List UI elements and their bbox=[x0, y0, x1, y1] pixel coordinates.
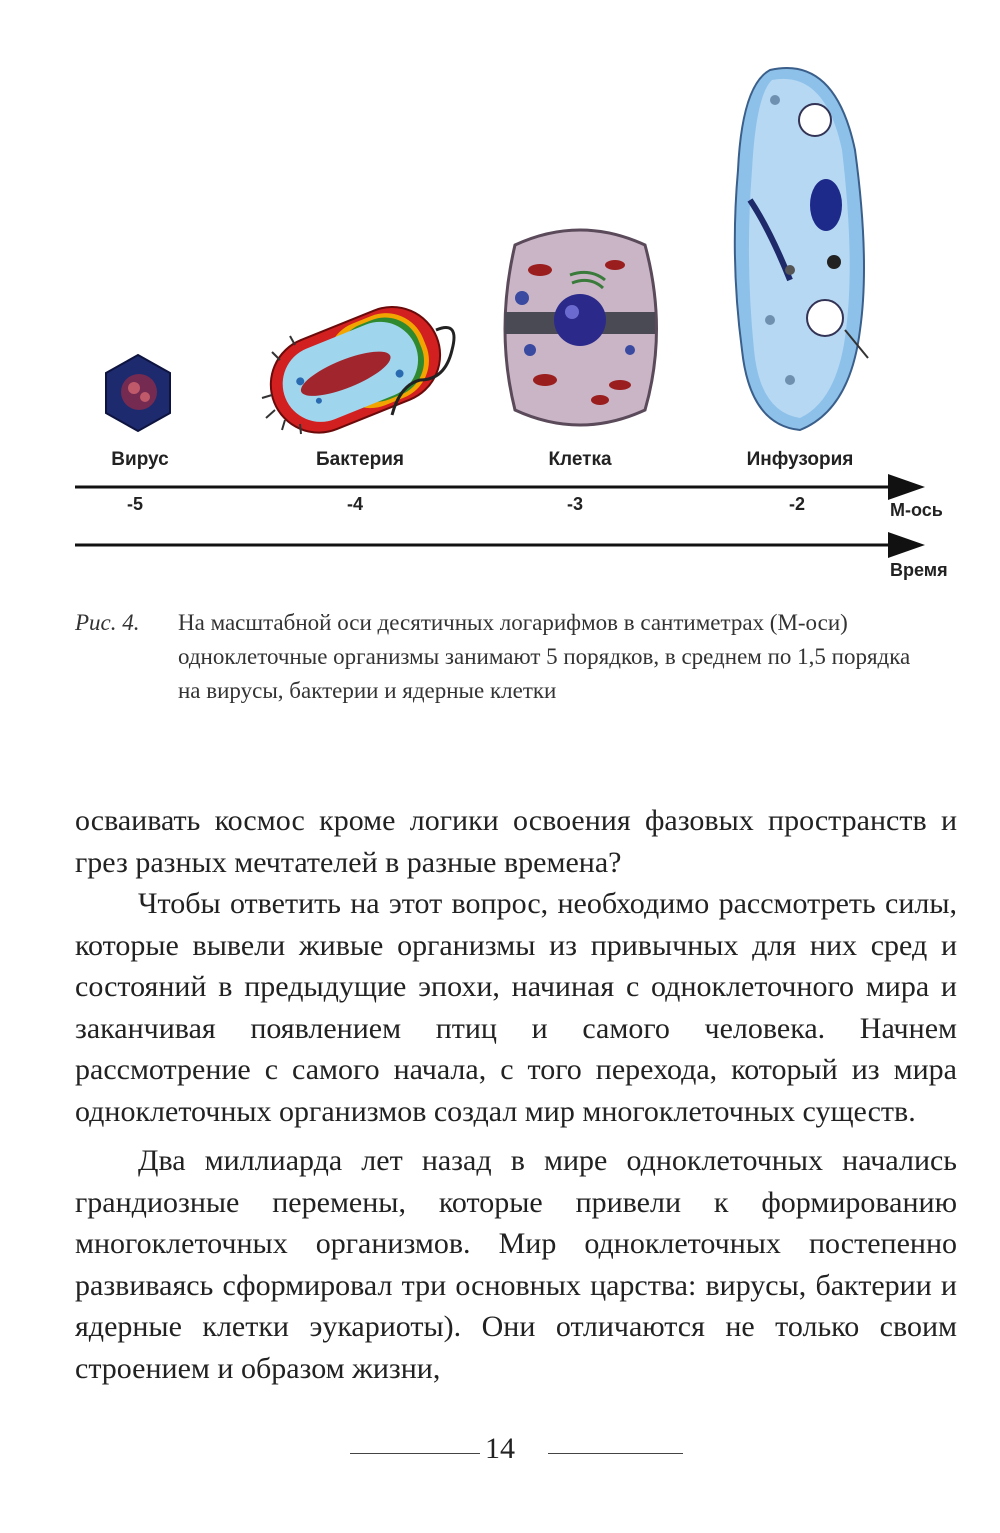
paramecium-image bbox=[735, 68, 868, 430]
page-footer bbox=[0, 1430, 1000, 1470]
paragraph: Чтобы ответить на этот вопрос, необходимо рассмотреть силы, которые вывели живые организмы из привычных для них сред и состояний в предыдущие эпохи, начиная с одноклеточного мира и заканчивая появлением птиц и самого человека. Начнем рассмотрение с самого начала, с того перехода, который из мира одноклеточных организмов создал мир многоклеточных существ. bbox=[75, 887, 957, 1128]
paragraph: осваивать космос кроме логики освоения фазовых пространств и грез разных мечтателей в разные времена? bbox=[75, 804, 957, 879]
figure-m-axis bbox=[0, 0, 1000, 600]
tick-label: -2 bbox=[788, 494, 806, 514]
tick-label: -5 bbox=[126, 494, 144, 514]
tick-label: -3 bbox=[566, 494, 584, 514]
caption-label: Рис. 4. bbox=[75, 610, 140, 635]
virus-image bbox=[106, 355, 170, 431]
footer-rule-right bbox=[548, 1453, 683, 1454]
label-bacterium: Бактерия bbox=[316, 449, 404, 470]
paragraph: Два миллиарда лет назад в мире одноклеточных начались грандиозные перемены, которые привели к формированию многоклеточных организмов. Мир одноклеточных постепенно развиваясь сформировал три основных царства: вирусы, бактерии и ядерные клетки эукариоты). Они отличаются не только своим строением и образом жизни, bbox=[75, 1144, 957, 1385]
tick-label: -4 bbox=[346, 494, 364, 514]
bacterium-image bbox=[256, 293, 454, 448]
time-axis-label: Время bbox=[890, 560, 948, 580]
body-text bbox=[75, 800, 957, 1389]
caption-text: На масштабной оси десятичных логарифмов в сантиметрах (М-оси) одноклеточные организмы занимают 5 порядков, в среднем по 1,5 порядка на вирусы, бактерии и ядерные клетки bbox=[178, 610, 911, 703]
label-paramecium: Инфузория bbox=[746, 449, 854, 470]
footer-rule-left bbox=[350, 1453, 480, 1454]
m-axis-label: М-ось bbox=[890, 500, 943, 520]
time-axis bbox=[75, 532, 925, 558]
label-cell: Клетка bbox=[548, 449, 612, 470]
figure-illustration bbox=[0, 0, 1000, 600]
cell-image bbox=[505, 230, 657, 425]
page-number: 14 bbox=[485, 1432, 515, 1465]
label-virus: Вирус bbox=[111, 449, 169, 470]
